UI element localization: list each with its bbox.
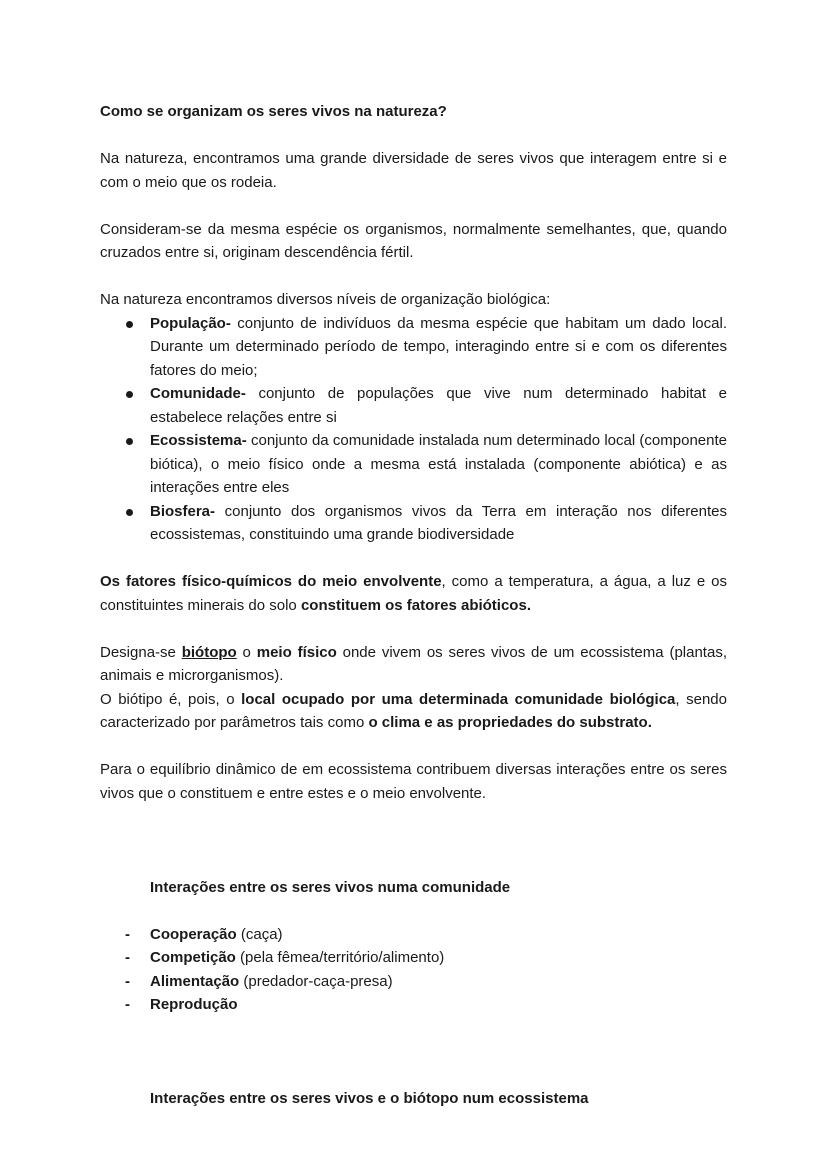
intro-paragraph: Na natureza, encontramos uma grande diversidade de seres vivos que interagem entre si e com o meio que os rodeia.: [100, 150, 727, 191]
levels-intro: Na natureza encontramos diversos níveis de organização biológica:: [100, 291, 551, 308]
list-item: [100, 500, 727, 547]
level-text: conjunto dos organismos vivos da Terra em interação nos diferentes ecossistemas, constituindo uma grande biodiversidade: [150, 502, 727, 543]
list-item: - Reprodução: [125, 996, 238, 1013]
level-term: Comunidade-: [150, 385, 246, 402]
species-paragraph: Consideram-se da mesma espécie os organismos, normalmente semelhantes, que, quando cruzados entre si, originam descendência fértil.: [100, 220, 727, 261]
biotope-paragraph: Designa-se biótopo o meio físico onde vivem os seres vivos de um ecossistema (plantas, animais e microrganismos).: [100, 643, 727, 684]
community-heading: Interações entre os seres vivos numa comunidade: [150, 878, 511, 896]
list-item: - Alimentação (predador-caça-presa): [125, 972, 393, 990]
equilibrium-paragraph: Para o equilíbrio dinâmico de em ecossistema contribuem diversas interações entre os seres vivos que o constituem e entre estes e o meio envolvente.: [100, 761, 727, 802]
list-item: [100, 312, 727, 383]
list-item: - Cooperação (caça): [125, 925, 283, 943]
level-term: Biosfera-: [150, 502, 216, 520]
level-term: Ecossistema-: [150, 432, 247, 449]
interactions-list: [100, 923, 727, 1017]
biotope-term: biótopo: [181, 643, 237, 661]
level-text: conjunto de indivíduos da mesma espécie que habitam um dado local. Durante um determinado período de tempo, interagindo entre si e com os diferentes fatores do meio;: [150, 314, 727, 379]
level-text: conjunto de populações que vive num determinado habitat e estabelece relações entre si: [150, 385, 727, 426]
abiotic-paragraph: Os fatores físico-químicos do meio envolvente, como a temperatura, a água, a luz e os constituintes minerais do solo constituem os fatores abióticos.: [100, 573, 727, 614]
page-title: Como se organizam os seres vivos na natureza?: [100, 103, 447, 120]
level-text: conjunto da comunidade instalada num determinado local (componente biótica), o meio físico onde a mesma está instalada (componente abiótica) e as interações entre eles: [150, 432, 727, 496]
levels-list: [100, 312, 727, 547]
list-item: [100, 429, 727, 500]
ecosystem-heading: Interações entre os seres vivos e o biótopo num ecossistema: [150, 1090, 589, 1107]
level-term: População-: [150, 314, 231, 332]
biotope-paragraph-2: O biótipo é, pois, o local ocupado por uma determinada comunidade biológica, sendo caracterizado por parâmetros tais como o clima e as propriedades do substrato.: [100, 690, 727, 731]
list-item: - Competição (pela fêmea/território/alimento): [125, 949, 445, 966]
list-item: [100, 382, 727, 429]
